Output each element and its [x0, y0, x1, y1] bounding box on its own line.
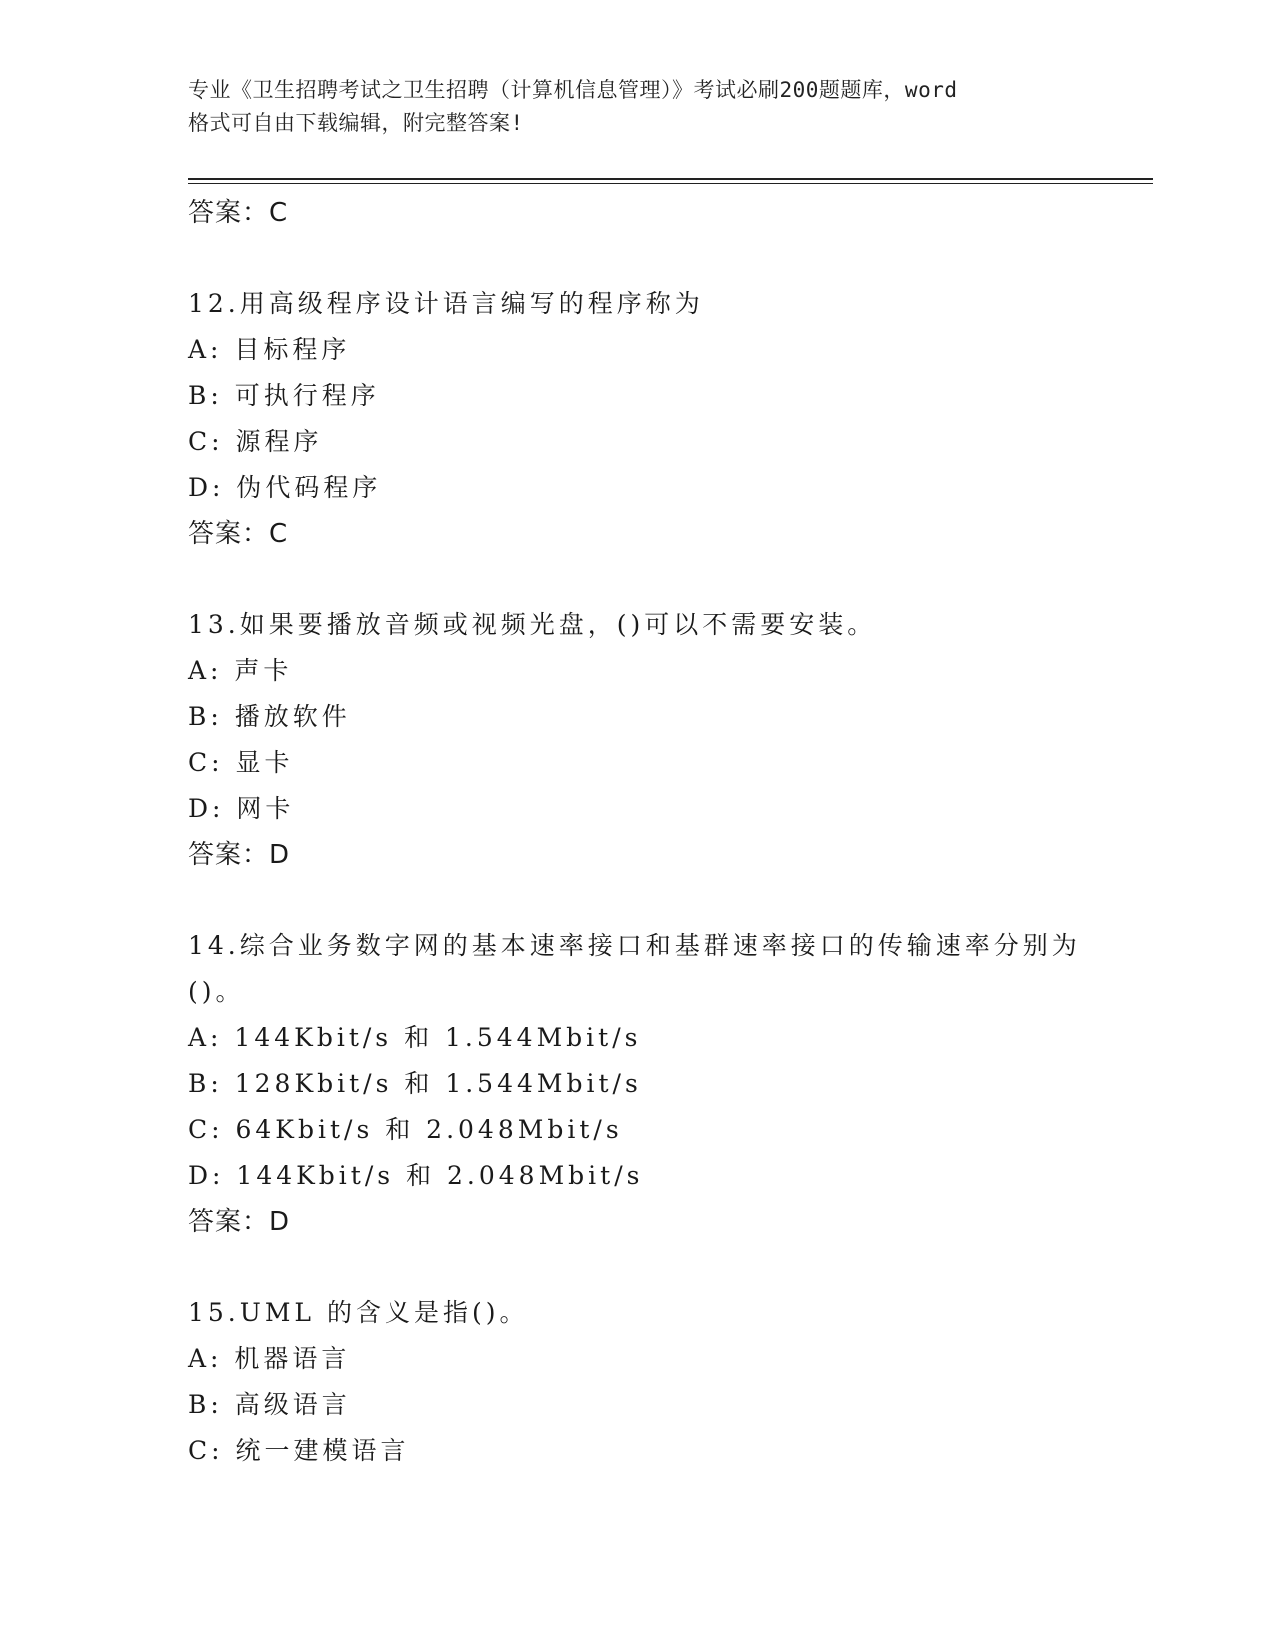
option-b: B: 128Kbit/s 和 1.544Mbit/s	[188, 1069, 642, 1098]
option-a: A: 目标程序	[188, 335, 351, 364]
header-line-1: 专业《卫生招聘考试之卫生招聘（计算机信息管理）》考试必刷200题题库，word	[188, 78, 958, 102]
option-c: C: 统一建模语言	[188, 1436, 410, 1465]
option-c: C: 源程序	[188, 427, 323, 456]
header-rule-thin	[188, 183, 1153, 184]
option-b: B: 高级语言	[188, 1390, 351, 1419]
question-list	[188, 190, 1088, 1474]
previous-answer: 答案：C	[188, 198, 289, 228]
option-d: D: 144Kbit/s 和 2.048Mbit/s	[188, 1161, 644, 1190]
option-c: C: 64Kbit/s 和 2.048Mbit/s	[188, 1115, 623, 1144]
option-a: A: 144Kbit/s 和 1.544Mbit/s	[188, 1023, 642, 1052]
question-title: 13.如果要播放音频或视频光盘，()可以不需要安装。	[188, 610, 877, 639]
option-a: A: 声卡	[188, 656, 293, 685]
option-d: D: 网卡	[188, 794, 295, 823]
option-a: A: 机器语言	[188, 1344, 351, 1373]
answer: 答案：D	[188, 840, 291, 870]
question-14	[188, 923, 1088, 1245]
question-title-continued: ()。	[188, 977, 245, 1006]
question-title: 12.用高级程序设计语言编写的程序称为	[188, 289, 704, 318]
header-line-2: 格式可自由下载编辑，附完整答案!	[188, 111, 524, 135]
question-15	[188, 1290, 1088, 1474]
header-rule-thick	[188, 178, 1153, 180]
option-b: B: 可执行程序	[188, 381, 380, 410]
question-title: 14.综合业务数字网的基本速率接口和基群速率接口的传输速率分别为	[188, 931, 1081, 960]
answer: 答案：C	[188, 519, 289, 549]
question-13	[188, 602, 1088, 878]
option-d: D: 伪代码程序	[188, 473, 382, 502]
question-title: 15.UML 的含义是指()。	[188, 1298, 529, 1327]
document-header	[188, 74, 1088, 140]
option-c: C: 显卡	[188, 748, 294, 777]
answer: 答案：D	[188, 1207, 291, 1237]
option-b: B: 播放软件	[188, 702, 351, 731]
question-12	[188, 281, 1088, 557]
